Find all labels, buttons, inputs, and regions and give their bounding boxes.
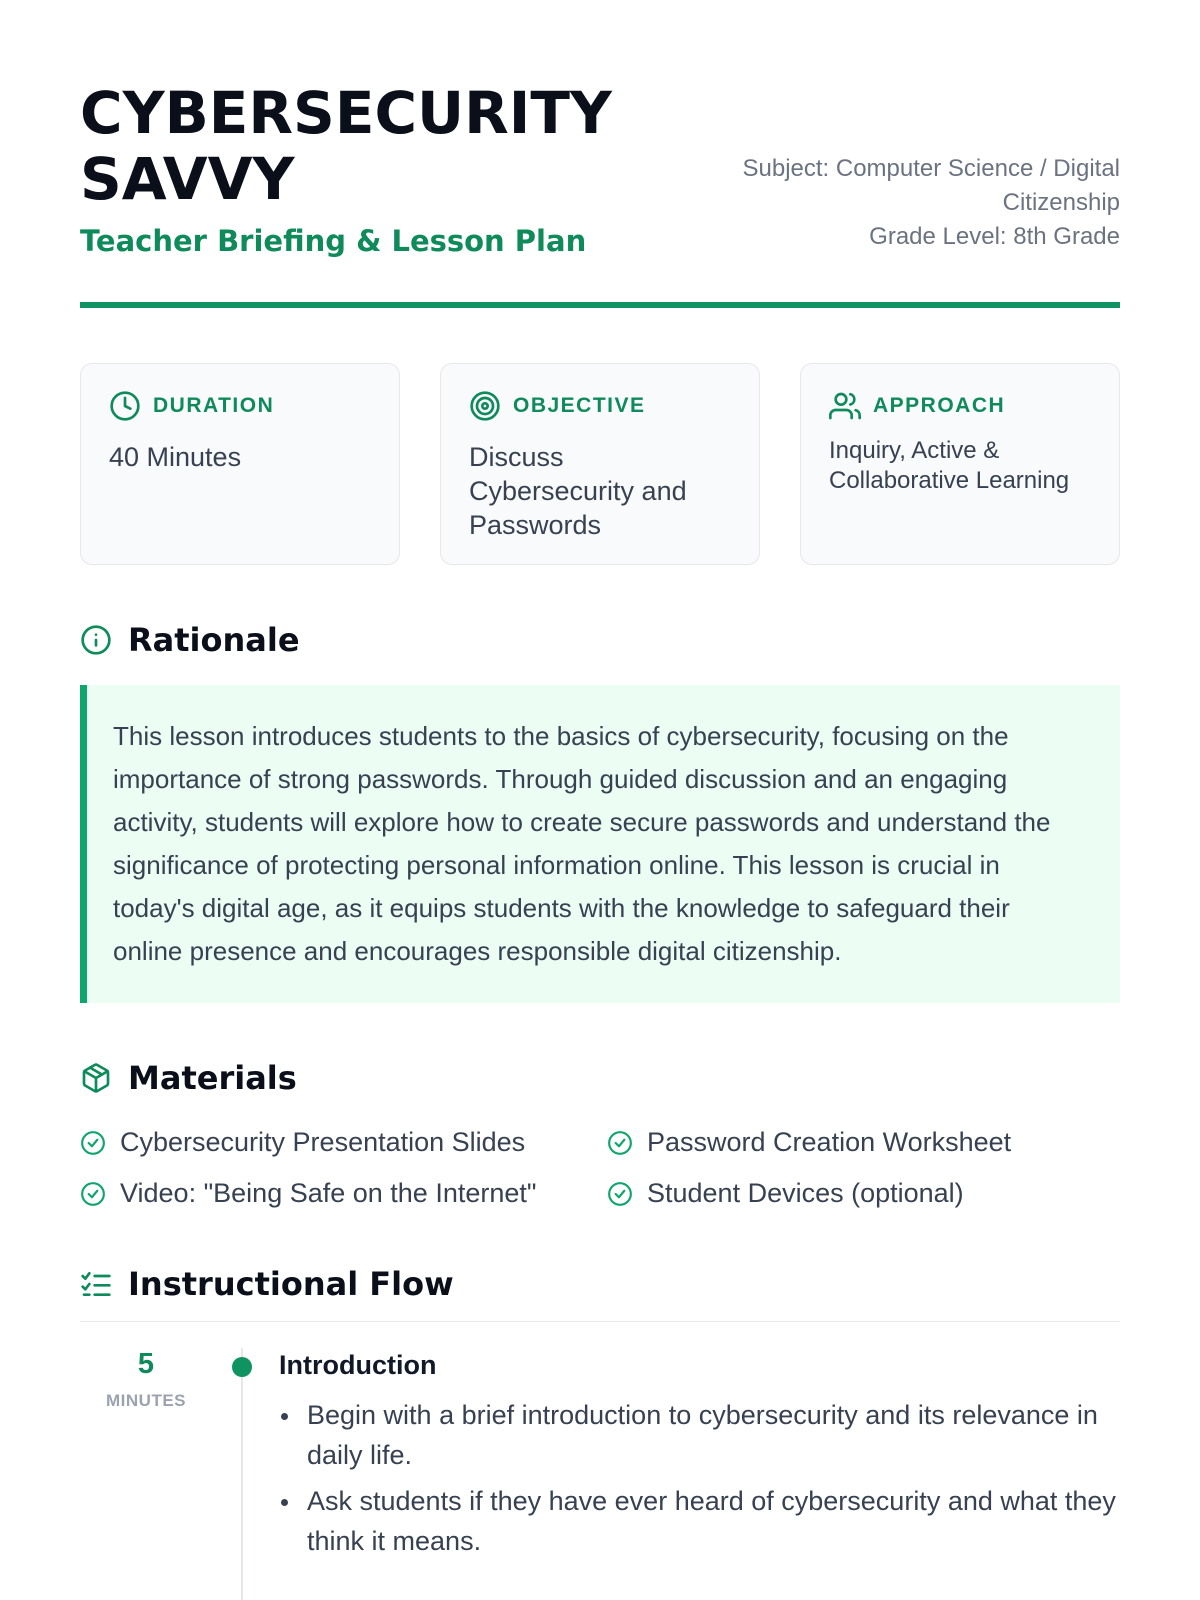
check-circle-icon	[80, 1181, 106, 1207]
timeline-dot	[232, 1357, 252, 1377]
objective-value: Discuss Cybersecurity and Passwords	[469, 442, 687, 540]
rationale-heading	[80, 621, 1120, 659]
objective-card	[440, 363, 760, 565]
flow-title: Instructional Flow	[128, 1265, 454, 1303]
rationale-title: Rationale	[128, 621, 300, 659]
duration-card	[80, 363, 400, 565]
approach-card	[800, 363, 1120, 565]
flow-step	[80, 1348, 1120, 1567]
package-icon	[80, 1062, 112, 1094]
duration-value: 40 Minutes	[109, 442, 242, 472]
step-duration	[80, 1348, 212, 1567]
page-title: CYBERSECURITY SAVVY	[80, 79, 612, 213]
checklist-icon	[80, 1268, 112, 1300]
materials-title: Materials	[128, 1059, 297, 1097]
material-label: Cybersecurity Presentation Slides	[120, 1127, 526, 1157]
approach-value: Inquiry, Active & Collaborative Learning	[829, 437, 1070, 494]
users-icon	[829, 390, 861, 422]
approach-label: APPROACH	[873, 394, 1006, 417]
check-circle-icon	[607, 1130, 633, 1156]
materials-heading	[80, 1059, 1120, 1097]
step-title: Introduction	[279, 1350, 437, 1380]
target-icon	[469, 390, 501, 422]
materials-list	[80, 1127, 1120, 1209]
info-icon	[80, 624, 112, 656]
material-item	[607, 1127, 1120, 1158]
objective-label: OBJECTIVE	[513, 394, 646, 417]
header	[80, 80, 1120, 308]
material-item	[80, 1127, 607, 1158]
check-circle-icon	[607, 1181, 633, 1207]
clock-icon	[109, 390, 141, 422]
lesson-meta	[700, 152, 1120, 254]
duration-label: DURATION	[153, 394, 275, 417]
timeline-line	[241, 1348, 243, 1600]
step-minutes: 5	[137, 1348, 155, 1380]
material-label: Password Creation Worksheet	[647, 1127, 1012, 1157]
title-block	[80, 79, 612, 258]
grade-label: Grade Level: 8th Grade	[869, 223, 1120, 250]
flow-heading	[80, 1265, 1120, 1322]
check-circle-icon	[80, 1130, 106, 1156]
material-item	[607, 1178, 1120, 1209]
subject-label: Subject: Computer Science / Digital Citizenship	[742, 155, 1120, 216]
step-body	[279, 1348, 1120, 1567]
material-item	[80, 1178, 607, 1209]
step-bullets	[279, 1395, 1120, 1561]
step-bullet: Begin with a brief introduction to cybersecurity and its relevance in daily life.	[279, 1395, 1120, 1475]
step-bullet: Ask students if they have ever heard of cybersecurity and what they think it means.	[279, 1481, 1120, 1561]
rationale-text: This lesson introduces students to the basics of cybersecurity, focusing on the importance of strong passwords. Through guided discussion and an engaging activity, students will explore how to create secure passwords and understand the significance of protecting personal information online. This lesson is crucial in today's digital age, as it equips students with the knowledge to safeguard their online presence and encourages responsible digital citizenship.	[80, 685, 1120, 1003]
material-label: Student Devices (optional)	[647, 1178, 964, 1208]
summary-cards	[80, 363, 1120, 565]
material-label: Video: "Being Safe on the Internet"	[120, 1178, 537, 1208]
step-minutes-unit: MINUTES	[106, 1391, 186, 1410]
page-subtitle: Teacher Briefing & Lesson Plan	[80, 224, 587, 258]
